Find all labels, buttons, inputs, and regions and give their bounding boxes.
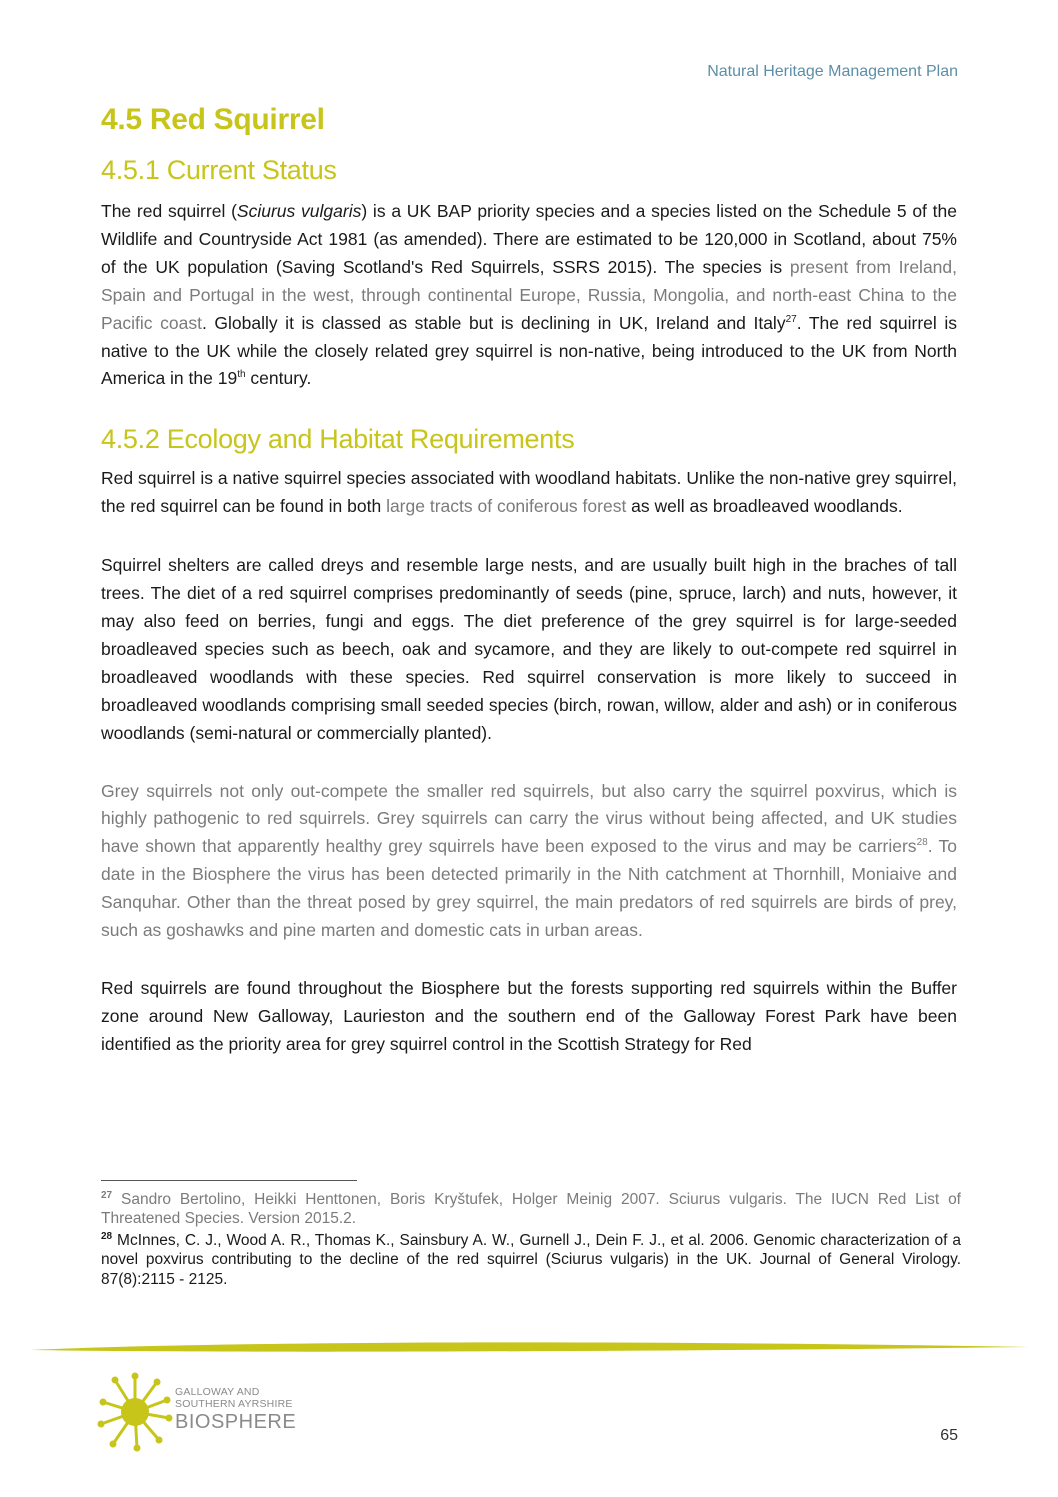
footnotes — [101, 1190, 961, 1291]
latin-name: Sciurus vulgaris — [236, 201, 362, 221]
section-title: 4.5 Red Squirrel — [101, 103, 325, 136]
footnote-ref-27[interactable]: 27 — [785, 313, 797, 325]
paragraph-dreys-diet: Squirrel shelters are called dreys and resemble large nests, and are usually built high in the braches of tall trees. The diet of a red squirrel comprises predominantly of seeds (pine, spruce, larch) and nuts, however, it may also feed on berries, fungi and eggs. The diet preference of the grey squirrel is for large-seeded broadleaved species such as beech, oak and sycamore, and they are likely to out-compete red squirrel in broadleaved woodlands with these species. Red squirrel conservation is more likely to succeed in broadleaved woodlands comprising small seeded species (birch, rowan, willow, alder and ash) or in coniferous woodlands (semi-natural or commercially planted). — [101, 555, 957, 743]
subsection-heading-ecology: 4.5.2 Ecology and Habitat Requirements — [101, 424, 575, 455]
page-number: 65 — [940, 1427, 958, 1444]
paragraph-distribution: Red squirrels are found throughout the Biosphere but the forests supporting red squirrels within the Buffer zone around New Galloway, Laurieston and the southern end of the Galloway Forest Park have been identified as the priority area for grey squirrel control in the Scottish Strategy for Red — [101, 977, 957, 1054]
footnote-28: $^{28}$ McInnes, C. J., Wood A. R., Thomas K., Sainsbury A. W., Gurnell J., Dein F. J., et al. 2006. Genomic characterization of a novel poxvirus contributing to the decline of the red squirrel (Sciurus vulgaris) in the UK. Journal of General Virology. 87(8):2115 - 2125. — [101, 1230, 961, 1288]
footnote-divider — [101, 1180, 357, 1181]
running-header: Natural Heritage Management Plan — [707, 63, 958, 80]
paragraph-poxvirus: Grey squirrels not only out-compete the smaller red squirrels, but also carry the squirrel poxvirus, which is highly pathogenic to red squirrels. Grey squirrels can carry the virus without being affected, and UK studies have shown that apparently healthy grey squirrels have been exposed to the virus and may be carriers$^{28}$. To date in the Biosphere the virus has been detected primarily in the Nith catchment at Thornhill, Moniaive and Sanquhar. Other than the threat posed by grey squirrel, the main predators of red squirrels are birds of prey, such as goshawks and pine marten and domestic cats in urban areas. — [101, 780, 957, 941]
footnote-ref-28[interactable]: 28 — [916, 837, 928, 849]
subsection-heading-current-status: 4.5.1 Current Status — [101, 155, 337, 185]
page-content — [101, 100, 957, 1059]
paragraph-ecology-intro: Red squirrel is a native squirrel species associated with woodland habitats. Unlike the non-native grey squirrel, the red squirrel can be found in both large tracts of coniferous forest as well as broadleaved woodlands. — [101, 468, 957, 517]
paragraph-current-status: The red squirrel (Sciurus vulgaris) is a UK BAP priority species and a species listed on the Schedule 5 of the Wildlife and Countryside Act 1981 (as amended). There are estimated to be 120,000 in Scotland, about 75% of the UK population (Saving Scotland's Red Squirrels, SSRS 2015). The species is present from Ireland, Spain and Portugal in the west, through continental Europe, Russia, Mongolia, and north-east China to the Pacific coast. Globally it is classed as stable but is declining in UK, Ireland and Italy$^{27}$. The red squirrel is native to the UK while the closely related grey squirrel is non-native, being introduced to the UK from North America in the 19th century. — [101, 201, 958, 389]
footnote-27: $^{27}$ Sandro Bertolino, Heikki Henttonen, Boris Kryštufek, Holger Meinig 2007. Sciurus vulgaris. The IUCN Red List of Threatened Species. Version 2015.2. — [101, 1189, 961, 1228]
biosphere-logo-text: GALLOWAY AND SOUTHERN AYRSHIRE BIOSPHERE — [175, 1386, 297, 1433]
footer-swoosh — [28, 1338, 1030, 1358]
